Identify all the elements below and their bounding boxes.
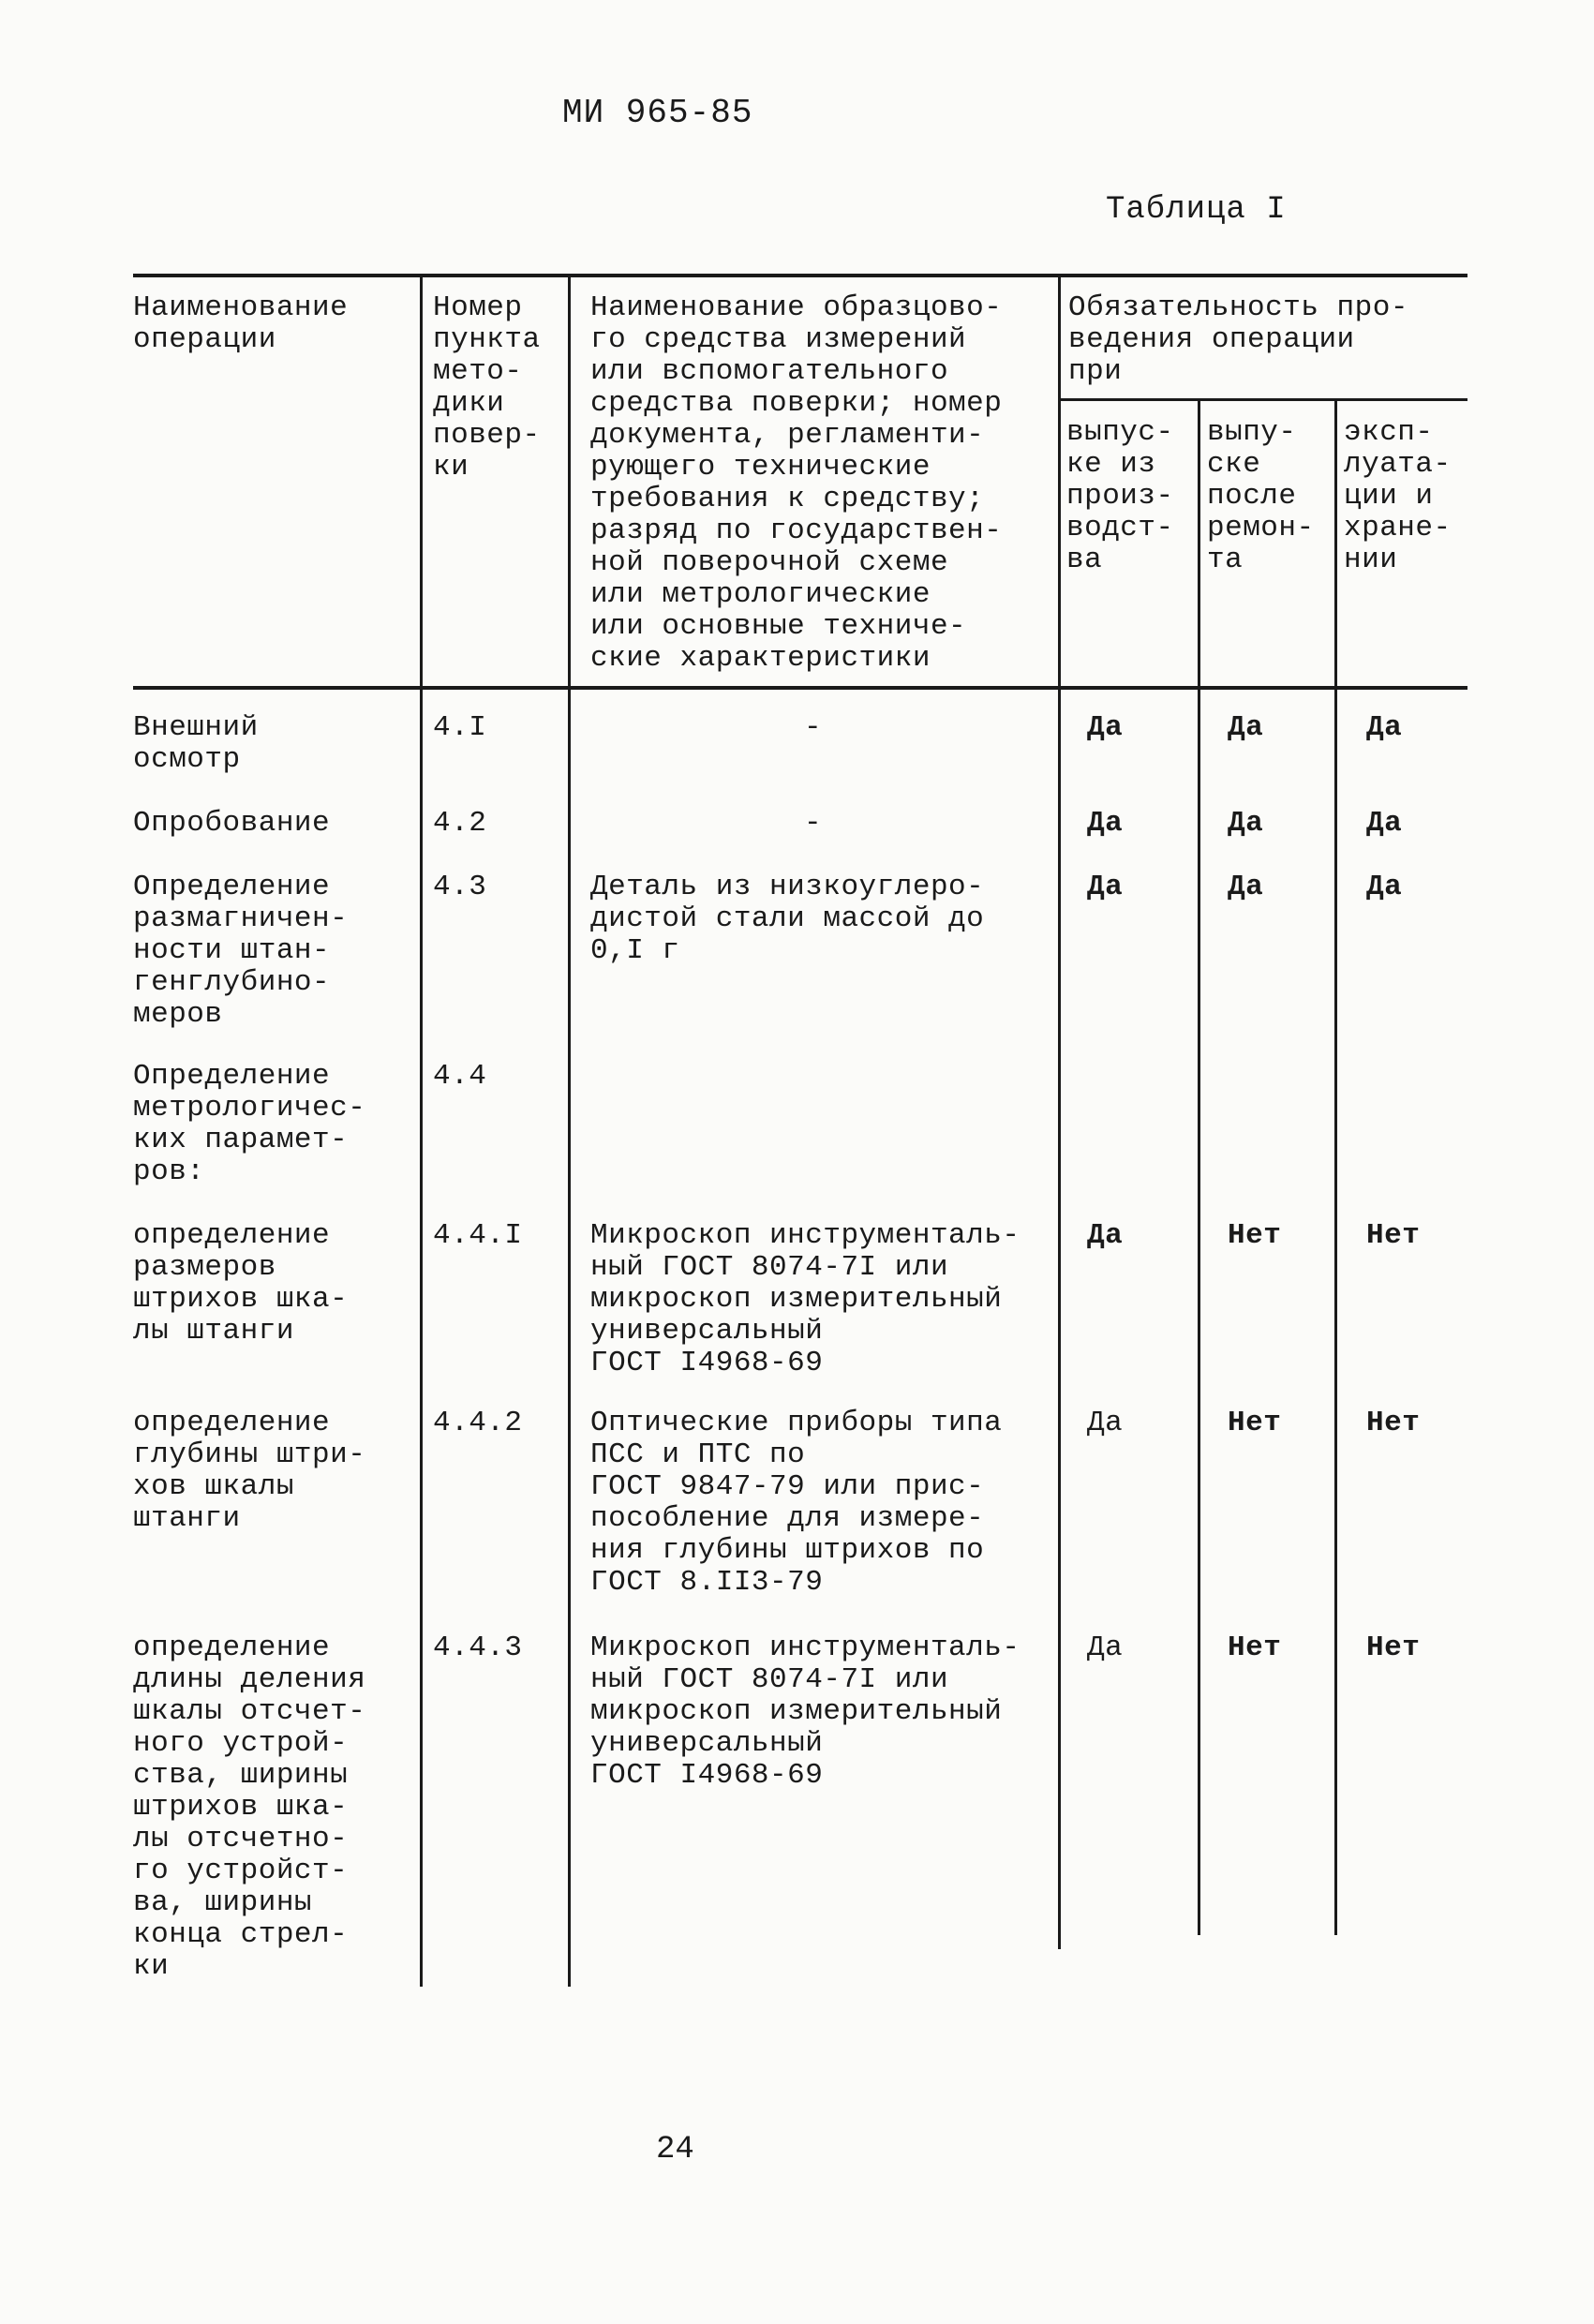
row-1-operation: Внешний осмотр bbox=[133, 711, 259, 776]
table-top-rule bbox=[133, 274, 1467, 277]
header-operation-storage: эксп- луата- ции и хране- нии bbox=[1344, 416, 1452, 576]
row-5-operation: определение размеров штрихов шка- лы штанги bbox=[133, 1219, 349, 1348]
column-divider-2 bbox=[568, 274, 571, 1987]
page-number: 24 bbox=[656, 2132, 694, 2168]
column-divider-4 bbox=[1198, 398, 1200, 1935]
obligation-subheader-rule bbox=[1059, 398, 1467, 401]
row-2-storage: Да bbox=[1366, 807, 1403, 840]
row-2-operation: Опробование bbox=[133, 807, 331, 840]
row-1-production: Да bbox=[1087, 711, 1124, 744]
row-5-repair: Нет bbox=[1228, 1219, 1282, 1252]
column-divider-1 bbox=[420, 274, 423, 1987]
table-label: Таблица I bbox=[1106, 192, 1287, 228]
header-item-number: Номер пункта мето- дики повер- ки bbox=[433, 291, 541, 484]
row-3-repair: Да bbox=[1228, 871, 1264, 903]
row-3-means: Деталь из низкоуглеро- дистой стали массой до 0,I г bbox=[590, 871, 985, 967]
row-6-repair: Нет bbox=[1228, 1407, 1282, 1439]
row-3-item: 4.3 bbox=[433, 871, 487, 903]
row-4-operation: Определение метрологичес- ких парамет- ров: bbox=[133, 1060, 366, 1188]
column-divider-5 bbox=[1334, 398, 1337, 1935]
header-bottom-rule bbox=[133, 686, 1467, 690]
row-1-storage: Да bbox=[1366, 711, 1403, 744]
row-1-item: 4.I bbox=[433, 711, 487, 744]
row-5-production: Да bbox=[1087, 1219, 1124, 1252]
row-7-item: 4.4.3 bbox=[433, 1631, 523, 1664]
header-release-production: выпус- ке из произ- водст- ва bbox=[1066, 416, 1174, 576]
row-1-means: - bbox=[803, 711, 823, 744]
row-7-production: Да bbox=[1087, 1631, 1124, 1664]
row-2-item: 4.2 bbox=[433, 807, 487, 840]
row-6-storage: Нет bbox=[1366, 1407, 1421, 1439]
row-7-storage: Нет bbox=[1366, 1631, 1421, 1664]
row-3-storage: Да bbox=[1366, 871, 1403, 903]
document-code: МИ 965-85 bbox=[562, 94, 753, 132]
row-7-repair: Нет bbox=[1228, 1631, 1282, 1664]
row-2-means: - bbox=[803, 807, 823, 840]
header-means: Наименование образцово- го средства измерений или вспомогательного средства поверки; номер документа, регламенти- рующего технические требования к средству; разряд по государствен- ной поверочной схеме или метрологические или основные техниче- ские характеристики bbox=[590, 291, 1003, 675]
row-6-operation: определение глубины штри- хов шкалы штанги bbox=[133, 1407, 366, 1535]
header-release-repair: выпу- ске после ремон- та bbox=[1207, 416, 1315, 576]
row-7-operation: определение длины деления шкалы отсчет- ного устрой- ства, ширины штрихов шка- лы отсчетно- го устройст- ва, ширины конца стрел- ки bbox=[133, 1631, 366, 1983]
header-obligation: Обязательность про- ведения операции при bbox=[1068, 291, 1408, 388]
row-6-means: Оптические приборы типа ПСС и ПТС по ГОСТ 9847-79 или прис- пособление для измере- ния глубины штрихов по ГОСТ 8.II3-79 bbox=[590, 1407, 1003, 1599]
row-6-item: 4.4.2 bbox=[433, 1407, 523, 1439]
row-1-repair: Да bbox=[1228, 711, 1264, 744]
row-5-storage: Нет bbox=[1366, 1219, 1421, 1252]
row-6-production: Да bbox=[1087, 1407, 1124, 1439]
row-2-production: Да bbox=[1087, 807, 1124, 840]
row-3-production: Да bbox=[1087, 871, 1124, 903]
row-7-means: Микроскоп инструменталь- ный ГОСТ 8074-7I или микроскоп измерительный универсальный ГОСТ I4968-69 bbox=[590, 1631, 1020, 1792]
header-operation: Наименование операции bbox=[133, 291, 349, 356]
row-5-means: Микроскоп инструменталь- ный ГОСТ 8074-7I или микроскоп измерительный универсальный ГОСТ I4968-69 bbox=[590, 1219, 1020, 1379]
row-4-item: 4.4 bbox=[433, 1060, 487, 1093]
row-3-operation: Определение размагничен- ности штан- генглубино- меров bbox=[133, 871, 349, 1031]
column-divider-3 bbox=[1058, 274, 1061, 1949]
row-2-repair: Да bbox=[1228, 807, 1264, 840]
row-5-item: 4.4.I bbox=[433, 1219, 523, 1252]
